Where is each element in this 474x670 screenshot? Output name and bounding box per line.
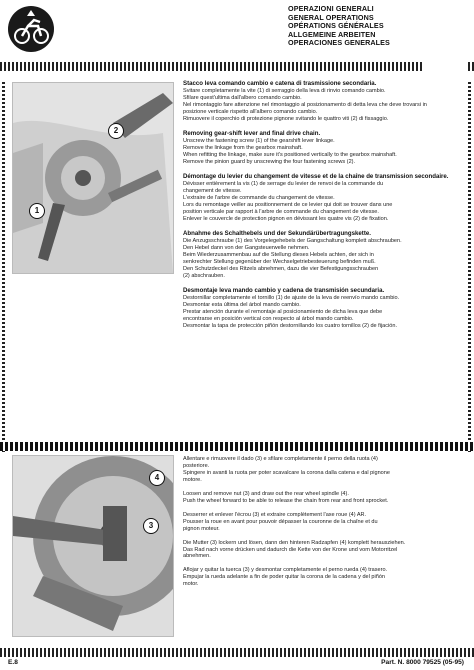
section-body (183, 567, 468, 588)
instruction-section (183, 491, 468, 505)
body-line: senkrechter Stellung gegenüber der Wechselgetriebesteuerung befinden muß. (183, 258, 376, 265)
callout-3: 3 (143, 518, 159, 534)
header-title: GENERAL OPERATIONS (288, 12, 374, 22)
body-line: posizione verticale rispetto all'albero comando cambio. (183, 109, 318, 116)
body-line: Desserrer et enlever l'écrou (3) et extraire complètement l'axe roue (4) AR. (183, 511, 367, 518)
body-line: Rimuovere il coperchio di protezione pignone svitando le quattro viti (2) di fissaggio. (183, 116, 389, 123)
page-number: E.8 (8, 659, 18, 666)
section-title: Démontage du levier du changement de vitesse et de la chaîne de transmission secondaire. (183, 172, 449, 180)
section-body (183, 512, 468, 533)
body-line: Remove the pinion guard by unscrewing the four fastening screws (2). (183, 159, 356, 166)
instruction-section (183, 230, 468, 280)
instruction-section (183, 287, 468, 330)
body-line: Unscrew the fastening screw (1) of the gearshift lever linkage. (183, 138, 335, 145)
body-line: (2) abschrauben. (183, 272, 225, 279)
top-ruler (0, 62, 474, 71)
header-title: ALLGEMEINE ARBEITEN (288, 29, 376, 39)
body-line: Beim Wiederzusammenbau auf die Stellung dieses Hebels achten, der sich in (183, 252, 374, 259)
body-line: Empujar la rueda adelante a fin de poder quitar la corona de la cadena y del piñón (183, 574, 385, 581)
body-line: position verticale par rapport à l'arbre de commande du changement de vitesse. (183, 209, 379, 215)
mid-ruler (0, 442, 474, 451)
body-line: encontrarse en posición vertical con respecto al árbol mando cambio. (183, 315, 354, 322)
section-body (183, 138, 468, 166)
header-titles (288, 5, 468, 48)
body-line: abnehmen. (183, 553, 211, 560)
callout-4: 4 (149, 470, 165, 486)
body-line: Pousser la roue en avant pour pouvoir dépasser la couronne de la chaîne et du (183, 518, 378, 525)
brand-logo (8, 6, 54, 52)
instruction-section (183, 80, 468, 123)
body-line: Desmontar esta última del árbol mando cambio. (183, 301, 301, 308)
body-line: Den Schutzdeckel des Ritzels abnehmen, dazu die vier Befestigungsschrauben (183, 265, 379, 272)
body-line: Sfilare quest'ultima dall'albero comando cambio. (183, 95, 302, 102)
body-line: Prestar atención durante el remontaje al posicionamiento de dicha leva que debe (183, 308, 383, 315)
instruction-section (183, 130, 468, 166)
instruction-section (183, 540, 468, 561)
body-line: Allentare e rimuovere il dado (3) e sfilare completamente il perno della ruota (4) (183, 456, 378, 462)
callout-2: 2 (108, 123, 124, 139)
body-line: Aflojar y quitar la tuerca (3) y desmontar completamente el perno rueda (4) trasero. (183, 567, 388, 574)
section-body (183, 88, 468, 123)
body-line: Lors du remontage veiller au positionnement de ce levier qui doit se trouver dans une (183, 202, 393, 209)
section-body (183, 491, 468, 505)
body-line: Das Rad nach vorne drücken und dadurch die Kette von der Krone und vom Motorritzel (183, 546, 398, 553)
instruction-section (183, 456, 468, 484)
section-title: Stacco leva comando cambio e catena di trasmissione secondaria. (183, 80, 377, 87)
text-column-bottom (183, 456, 468, 595)
body-line: motore. (183, 476, 202, 483)
section-body (183, 456, 468, 484)
section-title: Removing gear-shift lever and final drive chain. (183, 129, 321, 137)
header-title: OPERACIONES GENERALES (288, 38, 390, 48)
body-line: L'extraire de l'arbre de commande du changement de vitesse. (183, 195, 335, 202)
body-line: Dévisser entièrement la vis (1) de serrage du levier de renvoi de la commande du (183, 181, 384, 188)
body-line: pignon moteur. (183, 525, 220, 532)
callout-1: 1 (29, 203, 45, 219)
section-body (183, 295, 468, 330)
section-body (183, 540, 468, 561)
body-line: Remove the linkage from the gearbox mainshaft. (183, 145, 303, 152)
part-number: Part. N. 8000 79525 (05-95) (381, 659, 464, 666)
figure-rear-wheel (12, 455, 174, 637)
body-line: When refitting the linkage, make sure it's positioned vertically to the gearbox mainshaft. (183, 152, 397, 159)
body-line: posteriore. (183, 462, 210, 469)
section-title: Abnahme des Schalthebels und der Sekundärübertragungskette. (183, 229, 371, 237)
body-line: Spingere in avanti la ruota per poter scavalcare la corona dalla catena e dal pignone (183, 469, 390, 476)
section-body (183, 238, 468, 280)
right-margin-bar (468, 82, 471, 452)
left-margin-bar (2, 82, 5, 452)
figure-gearshift (12, 82, 174, 274)
body-line: Destornillar completamente el tornillo (1) de ajuste de la leva de reenvío mando cambio. (183, 295, 400, 302)
body-line: Die Anzugsschraube (1) des Vorgelegehebels der Gangschaltung komplett abschrauben. (183, 238, 402, 245)
body-line: Loosen and remove nut (3) and draw out the rear wheel spindle (4). (183, 490, 349, 497)
body-line: Die Mutter (3) lockern und lösen, dann den hinteren Radzapfen (4) komplett herausziehen. (183, 539, 406, 546)
instruction-section (183, 173, 468, 223)
body-line: Svitare completamente la vite (1) di serraggio della leva di rinvio comando cambio. (183, 88, 386, 95)
bottom-ruler (0, 648, 474, 657)
body-line: Nel rimontaggio fare attenzione nel rimontaggio al posizionamento di detta leva che deve trovarsi in (183, 102, 427, 109)
header-title: OPERAZIONI GENERALI (288, 4, 374, 13)
instruction-section (183, 567, 468, 588)
section-body (183, 181, 468, 223)
instruction-section (183, 512, 468, 533)
body-line: changement de vitesse. (183, 188, 242, 195)
body-line: Desmontar la tapa de protección piñón destornillando los cuatro tornillos (2) de fijación. (183, 322, 397, 329)
header-title: OPÉRATIONS GÉNÉRALES (288, 21, 384, 31)
body-line: Enlever le couvercle de protection pignon en dévissant les quatre vis (2) de fixation. (183, 215, 389, 222)
body-line: motor. (183, 581, 199, 588)
section-title: Desmontaje leva mando cambio y cadena de transmisión secundaria. (183, 286, 385, 294)
body-line: Push the wheel forward to be able to release the chain from rear and front sprocket. (183, 497, 389, 504)
body-line: Den Hebel dann von der Gangsteuerwelle nehmen. (183, 245, 310, 252)
text-column-top (183, 80, 468, 337)
